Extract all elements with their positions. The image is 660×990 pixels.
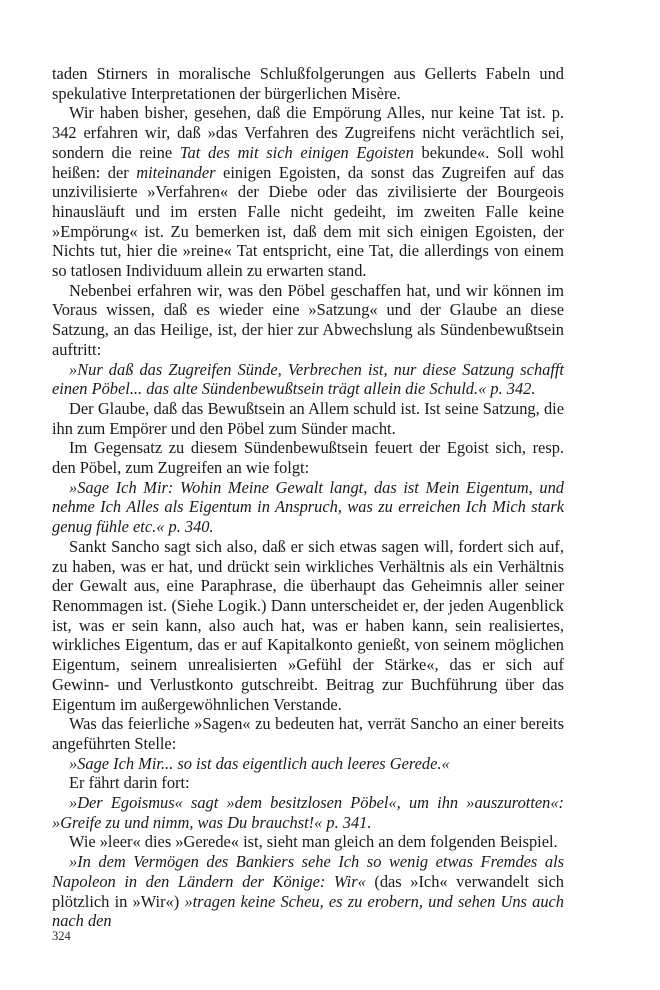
block-quote: »Nur daß das Zugreifen Sünde, Verbrechen ist, nur diese Satzung schafft einen Pöbel... das alte Sündenbewußtsein trägt allein die Schuld.« p. 342. (52, 359, 564, 399)
paragraph: Was das feierliche »Sagen« zu bedeuten hat, verrät Sancho an einer bereits angeführten Stelle: (52, 714, 564, 753)
paragraph: Der Glaube, daß das Bewußtsein an Allem schuld ist. Ist seine Satzung, die ihn zum Empörer und den Pöbel zum Sünder macht. (52, 398, 564, 438)
paragraph: Nebenbei erfahren wir, was den Pöbel geschaffen hat, und wir können im Voraus wissen, daß es wieder eine »Satzung« und der Glaube an diese Satzung, an das Heilige, ist, der hier zur Abwechslung als Sündenbewußtsein auftritt: (52, 280, 564, 359)
block-quote: »Der Egoismus« sagt »dem besitzlosen Pöbel«, um ihn »auszurotten«: »Greife zu und nimm, was Du brauchst!« p. 341. (52, 793, 564, 832)
editorial-insertion: (das »Ich« verwandelt sich plötzlich in »Wir«) (52, 871, 564, 911)
block-quote: »Sage Ich Mir... so ist das eigentlich auch leeres Gerede.« (69, 753, 450, 773)
block-quote: »Sage Ich Mir: Wohin Meine Gewalt langt, das ist Mein Eigentum, und nehme Ich Alles als Eigentum in Anspruch, was zu erreichen Ich Mich stark genug fühle etc.« p. 340. (52, 477, 564, 537)
emphasis: Tat des mit sich einigen Egoisten (179, 142, 414, 162)
paragraph: taden Stirners in moralische Schlußfolgerungen aus Gellerts Fabeln und spekulative Interpretationen der bürgerlichen Misère. (52, 64, 564, 103)
paragraph: Im Gegensatz zu diesem Sündenbewußtsein feuert der Egoist sich, resp. den Pöbel, zum Zugreifen an wie folgt: (52, 438, 564, 478)
paragraph: Sankt Sancho sagt sich also, daß er sich etwas sagen will, fordert sich auf, zu haben, was er hat, und drückt sein wirkliches Verhältnis als ein Verhältnis der Gewalt aus, eine Paraphrase, die überhaupt das Geheimnis aller seiner Renommagen ist. (Siehe Logik.) Dann unterscheidet er, der jeden Augenblick ist, was er sein kann, also auch hat, was er haben kann, sein realisiertes, wirkliches Eigentum, das er auf Kapitalkonto genießt, von seinem möglichen Eigentum, seinem unrealisierten »Gefühl der Stärke«, das er sich auf Gewinn- und Verlustkonto gutschreibt. Beitrag zur Buchführung über das Eigentum im außergewöhnlichen Verstande. (52, 536, 564, 714)
text-run: »tragen keine Scheu, es zu erobern, und sehen Uns auch nach den (52, 891, 564, 931)
text-run: »In dem Vermögen des Bankiers sehe Ich so wenig etwas Fremdes als Napoleon in den Ländern der Könige: Wir« (52, 852, 564, 891)
block-quote (52, 852, 564, 931)
emphasis: miteinander (136, 162, 216, 182)
text-run: Wir haben bisher, gesehen, daß die Empörung Alles, nur keine Tat ist. p. 342 erfahren wir, daß »das Verfahren des Zugreifens nicht verächtlich sei, sondern die reine (52, 103, 564, 162)
page-body (52, 64, 564, 931)
paragraph: Er fährt darin fort: (69, 773, 190, 793)
text-run: einigen Egoisten, da sonst das Zugreifen auf das unzivilisierte »Verfahren« der Diebe oder das zivilisierte der Bourgeois hinausläuft und im ersten Falle nicht gedeiht, im zweiten Falle keine »Empörung« ist. Zu bemerken ist, daß dem mit sich einigen Egoisten, der Nichts tut, hier die »reine« Tat entspricht, eine Tat, die allerdings von einem so tatlosen Individuum allein zu erwarten stand. (52, 162, 564, 281)
paragraph: Wie »leer« dies »Gerede« ist, sieht man gleich an dem folgenden Beispiel. (69, 832, 558, 852)
page-number: 324 (52, 929, 71, 943)
paragraph (52, 103, 564, 280)
text-run: bekunde«. Soll wohl heißen: der (52, 142, 565, 182)
